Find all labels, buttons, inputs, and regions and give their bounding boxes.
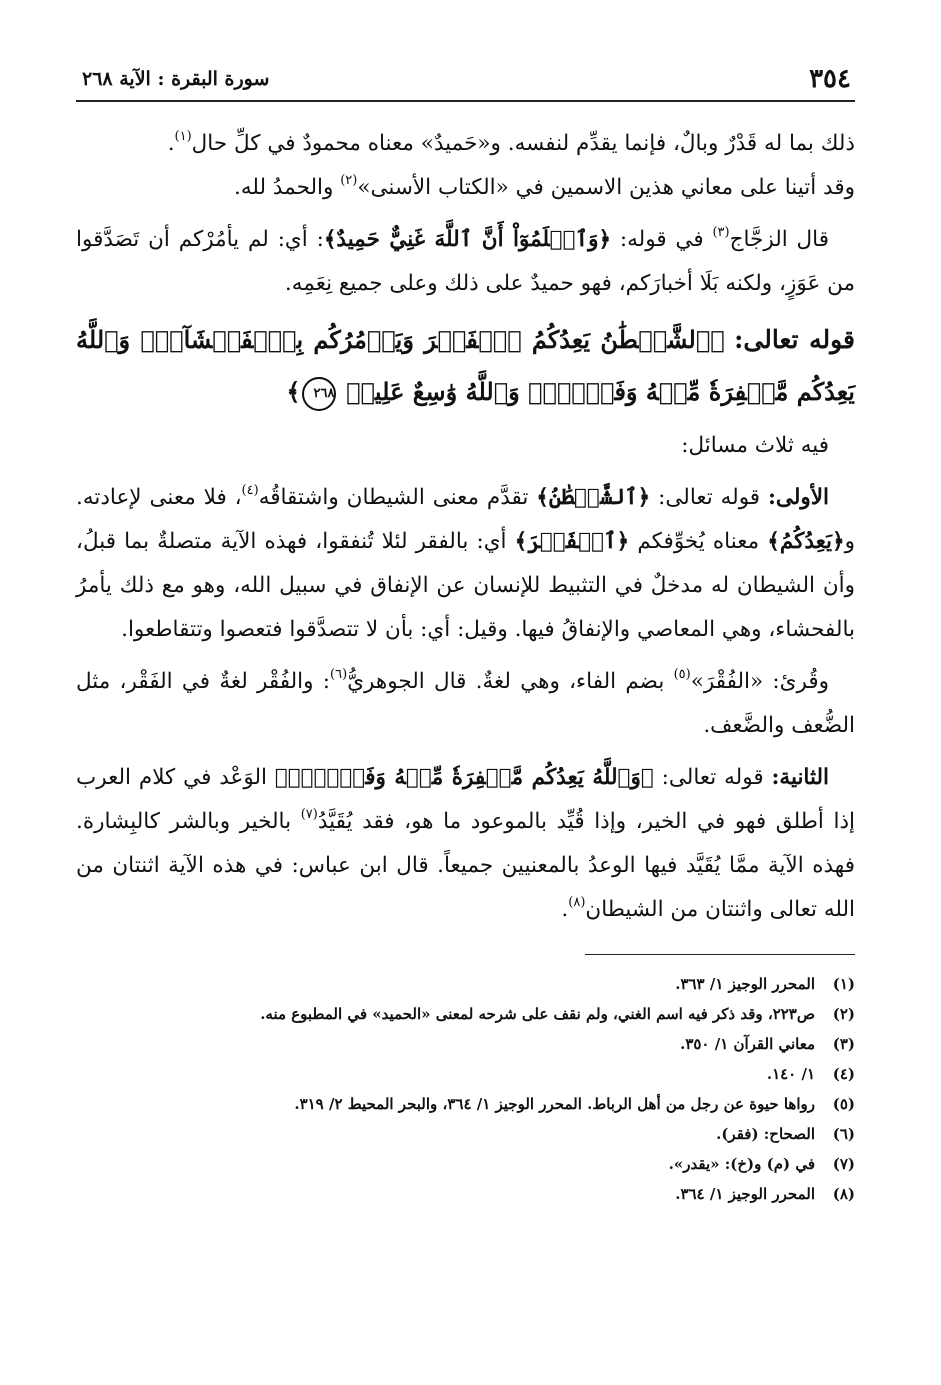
footnote-ref[interactable]: (٧): [300, 806, 318, 822]
text-run: قال الزجَّاج: [729, 227, 829, 252]
text-run: قوله تعالى:: [653, 765, 772, 790]
footnote-number: (١): [832, 975, 855, 993]
footnote-number: (٧): [832, 1155, 855, 1173]
footnote-text: المحرر الوجيز ١/ ٣٦٤.: [675, 1185, 815, 1203]
footnote-item: [76, 969, 855, 999]
quran-quote: ﴿ٱلشَّيۡطَٰنُ﴾: [536, 485, 651, 510]
text-run: : والفُقْر لغةٌ في الفَقْر، مثل الضُّعف والضَّعف.: [76, 669, 855, 738]
footnote-text: الصحاح: (فقر).: [716, 1125, 815, 1143]
verse-text: ﴿ٱلشَّيۡطَٰنُ يَعِدُكُمُ ٱلۡفَقۡرَ وَيَأۡمُرُكُم بِٱلۡفَحۡشَآءِۖ وَٱللَّهُ يَعِدُكُم مَّغۡفِرَةٗ مِّنۡهُ وَفَضۡلٗاۗ وَٱللَّهُ وَٰسِعٌ عَلِيمٞ: [76, 325, 855, 406]
paragraph-hamid: [76, 122, 855, 210]
quran-quote: ﴿ٱلۡفَقۡرَ﴾: [514, 529, 630, 554]
footnote-divider: [585, 954, 855, 955]
footnote-ref[interactable]: (٦): [330, 666, 348, 682]
footnote-number: (٤): [832, 1065, 855, 1083]
footnote-number: (٦): [832, 1125, 855, 1143]
text-run: .: [167, 131, 175, 156]
footnote-text: معاني القرآن ١/ ٣٥٠.: [680, 1035, 815, 1053]
verse-label: قوله تعالى:: [734, 325, 855, 354]
footnote-number: (٨): [832, 1185, 855, 1203]
quran-quote: ﴿وَٱللَّهُ يَعِدُكُم مَّغۡفِرَةٗ مِّنۡهُ وَفَضۡلٗاۗ﴾: [274, 765, 654, 790]
text-run: تقدَّم معنى الشيطان واشتقاقُه: [258, 485, 537, 510]
footnote-text: ١/ ١٤٠.: [766, 1065, 815, 1083]
footnote-item: [76, 1179, 855, 1209]
text-run: : أي: لم يأمُرْكم أن تَصَدَّقوا من عَوَزٍ، ولكنه بَلَا أخبارَكم، فهو حميدٌ على ذلك وعلى جميع نِعَمِه.: [76, 227, 855, 296]
text-run: بالخير وبالشر كالبِشارة. فهذه الآية ممَّا يُقَيَّد فيها الوعدُ بالمعنيين جميعاً. قال ابن عباس: في هذه الآية اثنتان من الله تعالى واثنتان من الشيطان: [76, 809, 855, 922]
text-run: معناه يُخوِّفكم: [629, 529, 768, 554]
footnote-item: [76, 1089, 855, 1119]
footnote-ref[interactable]: (٢): [340, 172, 358, 188]
running-title: سورة البقرة : الآية ٢٦٨: [82, 68, 270, 90]
issues-intro: فيه ثلاث مسائل:: [681, 433, 829, 458]
text-run: وقد أتينا على معاني هذين الاسمين في «الكتاب الأسنى»: [357, 175, 855, 200]
quran-quote: ﴿يَعِدُكُمُ﴾: [767, 529, 845, 554]
footnote-number: (٥): [832, 1095, 855, 1113]
footnote-number: (٢): [832, 1005, 855, 1023]
quran-quote: ﴿وَٱعۡلَمُوٓاْ أَنَّ ٱللَّهَ غَنِيٌّ حَمِيدٌ﴾: [323, 227, 612, 252]
paragraph-reading: [76, 660, 855, 748]
text-run: أي: بالفقر لئلا تُنفقوا، فهذه الآية متصلةٌ بما قبلُ، وأن الشيطان له مدخلٌ في التثبيط للإنسان عن الإنفاق في سبيل الله، وهو مع ذلك يأمرُ بالفحشاء، وهي المعاصي والإنفاقُ فيها. وقيل: أي: بأن لا تتصدَّقوا فتعصوا وتتقاطعوا.: [76, 529, 855, 642]
footnote-ref[interactable]: (٣): [712, 224, 730, 240]
footnote-item: [76, 1029, 855, 1059]
text-run: والحمدُ لله.: [233, 175, 341, 200]
footnote-ref[interactable]: (٤): [241, 482, 259, 498]
footnote-number: (٣): [832, 1035, 855, 1053]
text-run: بضم الفاء، وهي لغةٌ. قال الجوهريُّ: [347, 669, 674, 694]
paragraph-first-issue: [76, 476, 855, 652]
verse-heading: [76, 314, 855, 418]
text-run: قوله تعالى:: [650, 485, 768, 510]
text-run: .: [561, 897, 569, 922]
page-header: [76, 64, 855, 102]
text-run: الوَعْد في كلام العرب إذا أطلق فهو في الخير، وإذا قُيِّد بالموعود ما هو، فقد يُقَيَّدُ: [76, 765, 855, 834]
text-run: ، فلا معنى لإعادته. و: [76, 485, 856, 554]
footnotes-list: [76, 969, 855, 1209]
issue-label: الأولى:: [767, 485, 829, 510]
footnote-ref[interactable]: (٨): [568, 894, 586, 910]
text-run: في قوله:: [611, 227, 713, 252]
text-run: وقُرئ: «الفُقْرَ»: [690, 669, 829, 694]
footnote-text: في (م) و(خ): «يقدر».: [668, 1155, 815, 1173]
footnote-text: المحرر الوجيز ١/ ٣٦٣.: [675, 975, 815, 993]
footnote-ref[interactable]: (٥): [673, 666, 691, 682]
footnote-item: [76, 999, 855, 1029]
footnote-item: [76, 1059, 855, 1089]
page-body: [76, 122, 855, 932]
issue-label: الثانية:: [771, 765, 829, 790]
ayah-number-badge: ٢٦٨: [302, 377, 336, 411]
footnote-item: [76, 1149, 855, 1179]
footnote-item: [76, 1119, 855, 1149]
verse-close: ﴾: [286, 377, 301, 406]
footnote-ref[interactable]: (١): [174, 128, 192, 144]
text-run: ذلك بما له قَدْرٌ وبالٌ، فإنما يقدِّم لنفسه. و«حَميدٌ» معناه محمودٌ في كلِّ حال: [191, 131, 855, 156]
page-number: ٣٥٤: [809, 64, 851, 94]
paragraph-second-issue: [76, 756, 855, 932]
footnote-text: ص٢٢٣، وقد ذكر فيه اسم الغني، ولم نقف على شرحه لمعنى «الحميد» في المطبوع منه.: [260, 1005, 815, 1023]
footnote-text: رواها حيوة عن رجل من أهل الرباط. المحرر الوجيز ١/ ٣٦٤، والبحر المحيط ٢/ ٣١٩.: [294, 1095, 815, 1113]
paragraph-zajjaj: [76, 218, 855, 306]
